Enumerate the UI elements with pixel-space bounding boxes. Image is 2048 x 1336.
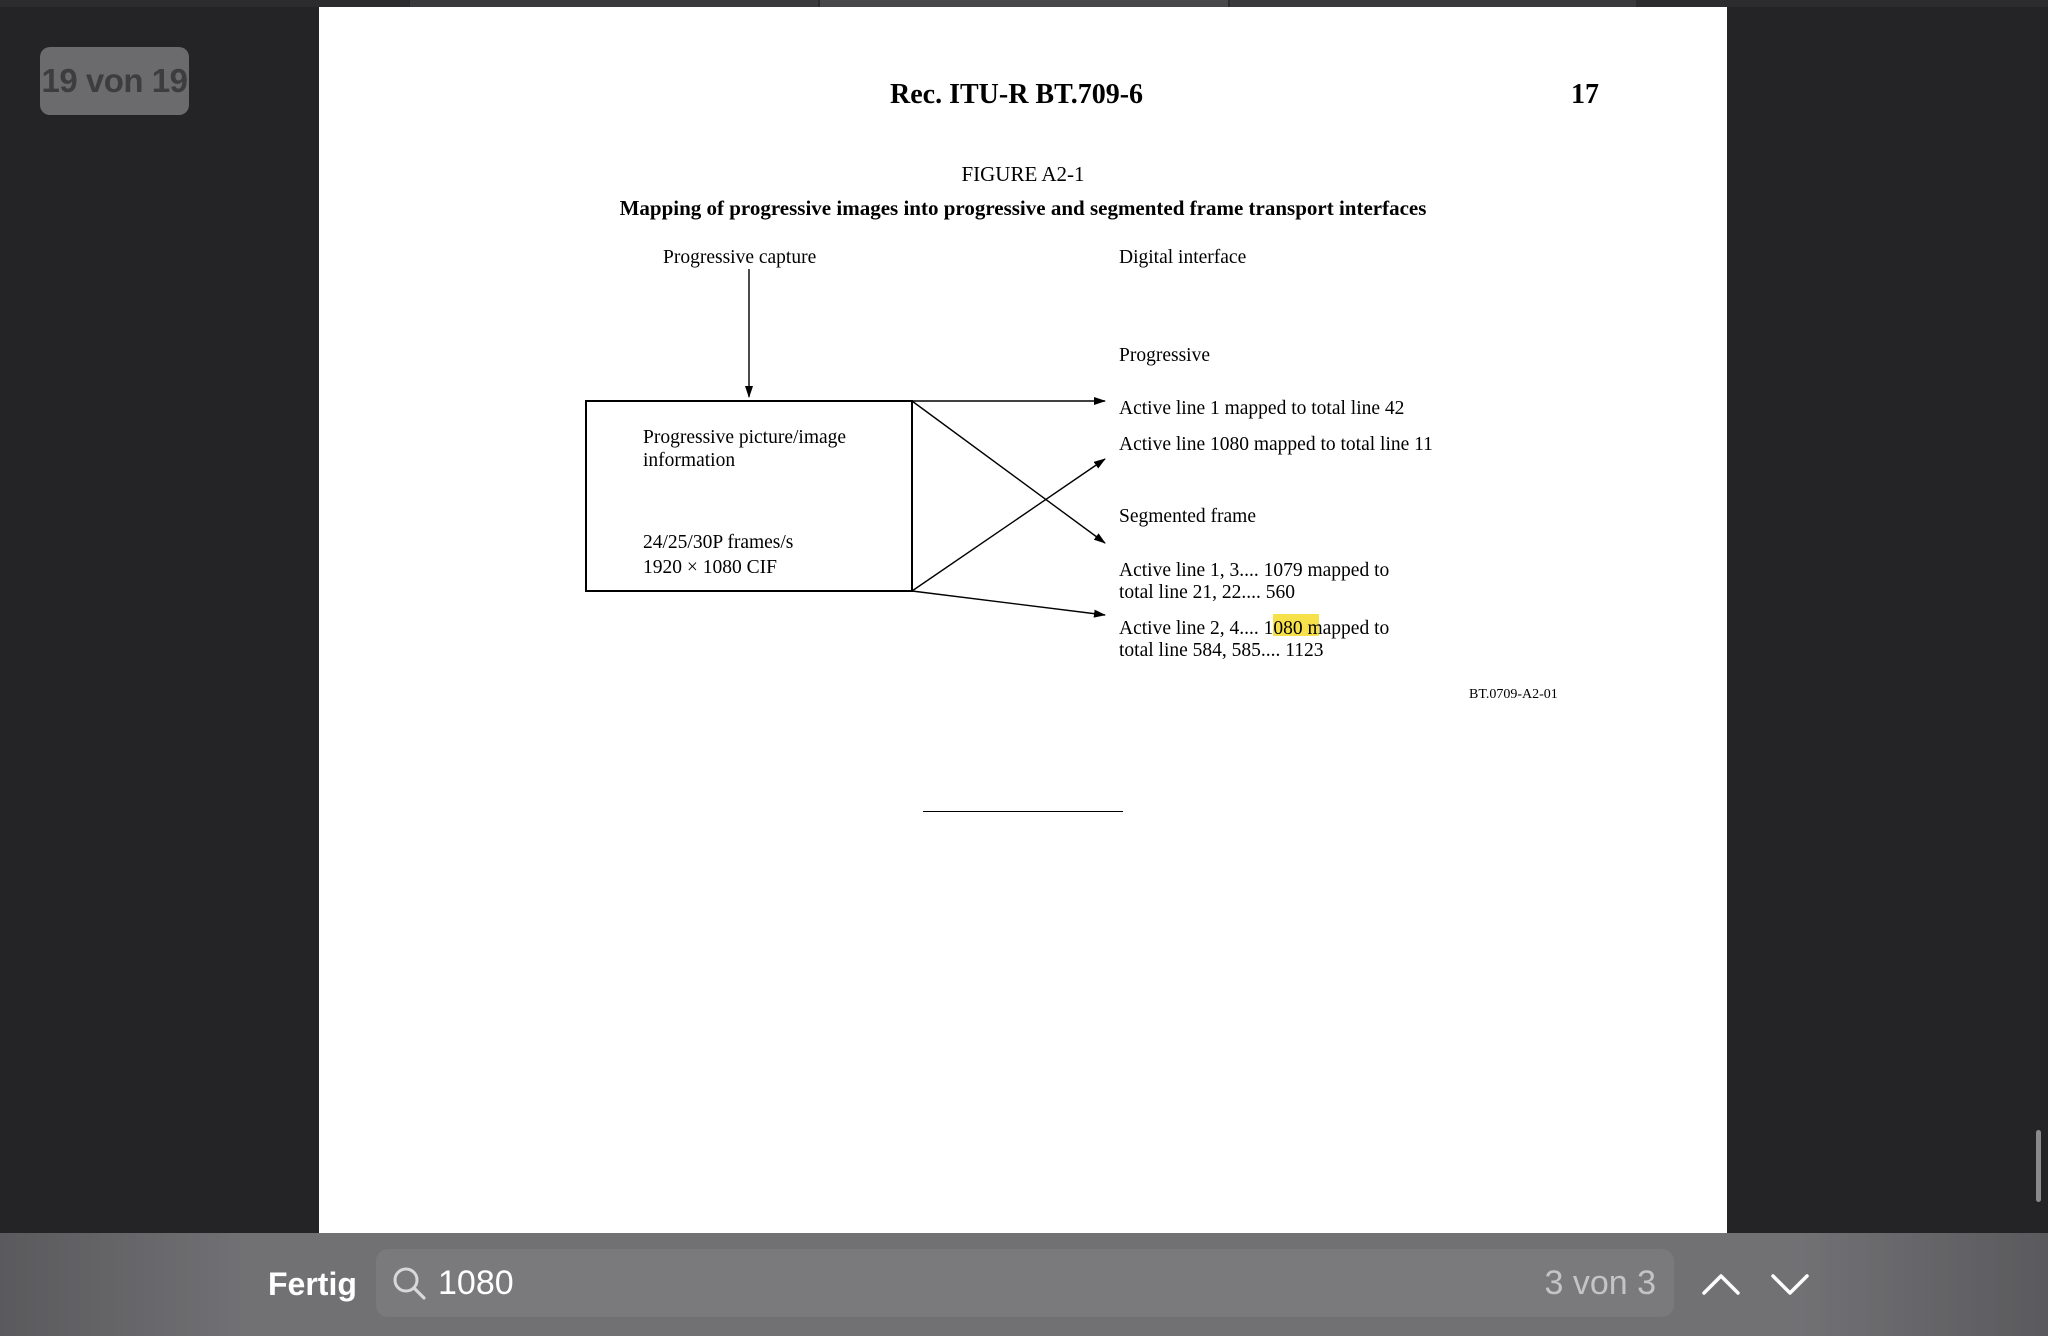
search-icon — [392, 1266, 426, 1300]
segmented-frame-label: Segmented frame — [1119, 506, 1256, 527]
right-heading: Digital interface — [1119, 247, 1247, 268]
arrow-segmented-odd — [912, 401, 1105, 543]
arrow-segmented-even — [912, 591, 1105, 615]
thumbnail-segment — [410, 0, 818, 7]
page-number: 17 — [1571, 79, 1599, 110]
box-text-line2: information — [643, 450, 736, 471]
top-thumbnail-strip — [0, 0, 2048, 7]
chevron-down-icon[interactable] — [1769, 1263, 1811, 1305]
thumbnail-segment-current — [820, 0, 1228, 7]
segmented-odd-line1: Active line 1, 3.... 1079 mapped to — [1119, 560, 1390, 581]
search-input[interactable]: 1080 — [438, 1264, 514, 1302]
box-text-line1: Progressive picture/image — [643, 427, 847, 448]
figure-id: BT.0709-A2-01 — [1469, 687, 1558, 702]
mapping-diagram — [319, 7, 1727, 767]
footnote-separator — [923, 811, 1123, 812]
segmented-even-line1: Active line 2, 4.... 1080 mapped to — [1119, 618, 1390, 639]
chevron-up-icon[interactable] — [1700, 1263, 1742, 1305]
segmented-even-line2: total line 584, 585.... 1123 — [1119, 640, 1324, 661]
figure-caption: Mapping of progressive images into progressive and segmented frame transport interfaces — [619, 196, 1427, 220]
search-field[interactable] — [376, 1249, 1674, 1317]
left-heading: Progressive capture — [663, 247, 817, 268]
box-text-line4: 1920 × 1080 CIF — [643, 557, 777, 578]
box-text-line3: 24/25/30P frames/s — [643, 532, 794, 553]
segmented-odd-line2: total line 21, 22.... 560 — [1119, 582, 1296, 603]
active-line-1-label: Active line 1 mapped to total line 42 — [1119, 398, 1405, 419]
figure-label: FIGURE A2-1 — [961, 162, 1085, 186]
match-count: 3 von 3 — [1544, 1264, 1656, 1302]
progressive-label: Progressive — [1119, 345, 1210, 366]
page-header-title: Rec. ITU-R BT.709-6 — [890, 79, 1144, 110]
thumbnail-segment — [1230, 0, 1636, 7]
find-bar — [0, 1233, 2048, 1336]
done-button[interactable]: Fertig — [268, 1266, 357, 1302]
scrollbar-thumb[interactable] — [2036, 1130, 2041, 1202]
document-page — [319, 7, 1727, 1233]
page-indicator: 19 von 19 — [40, 47, 189, 115]
active-line-1080-label: Active line 1080 mapped to total line 11 — [1119, 434, 1433, 455]
arrow-active-line-1080 — [912, 459, 1105, 591]
